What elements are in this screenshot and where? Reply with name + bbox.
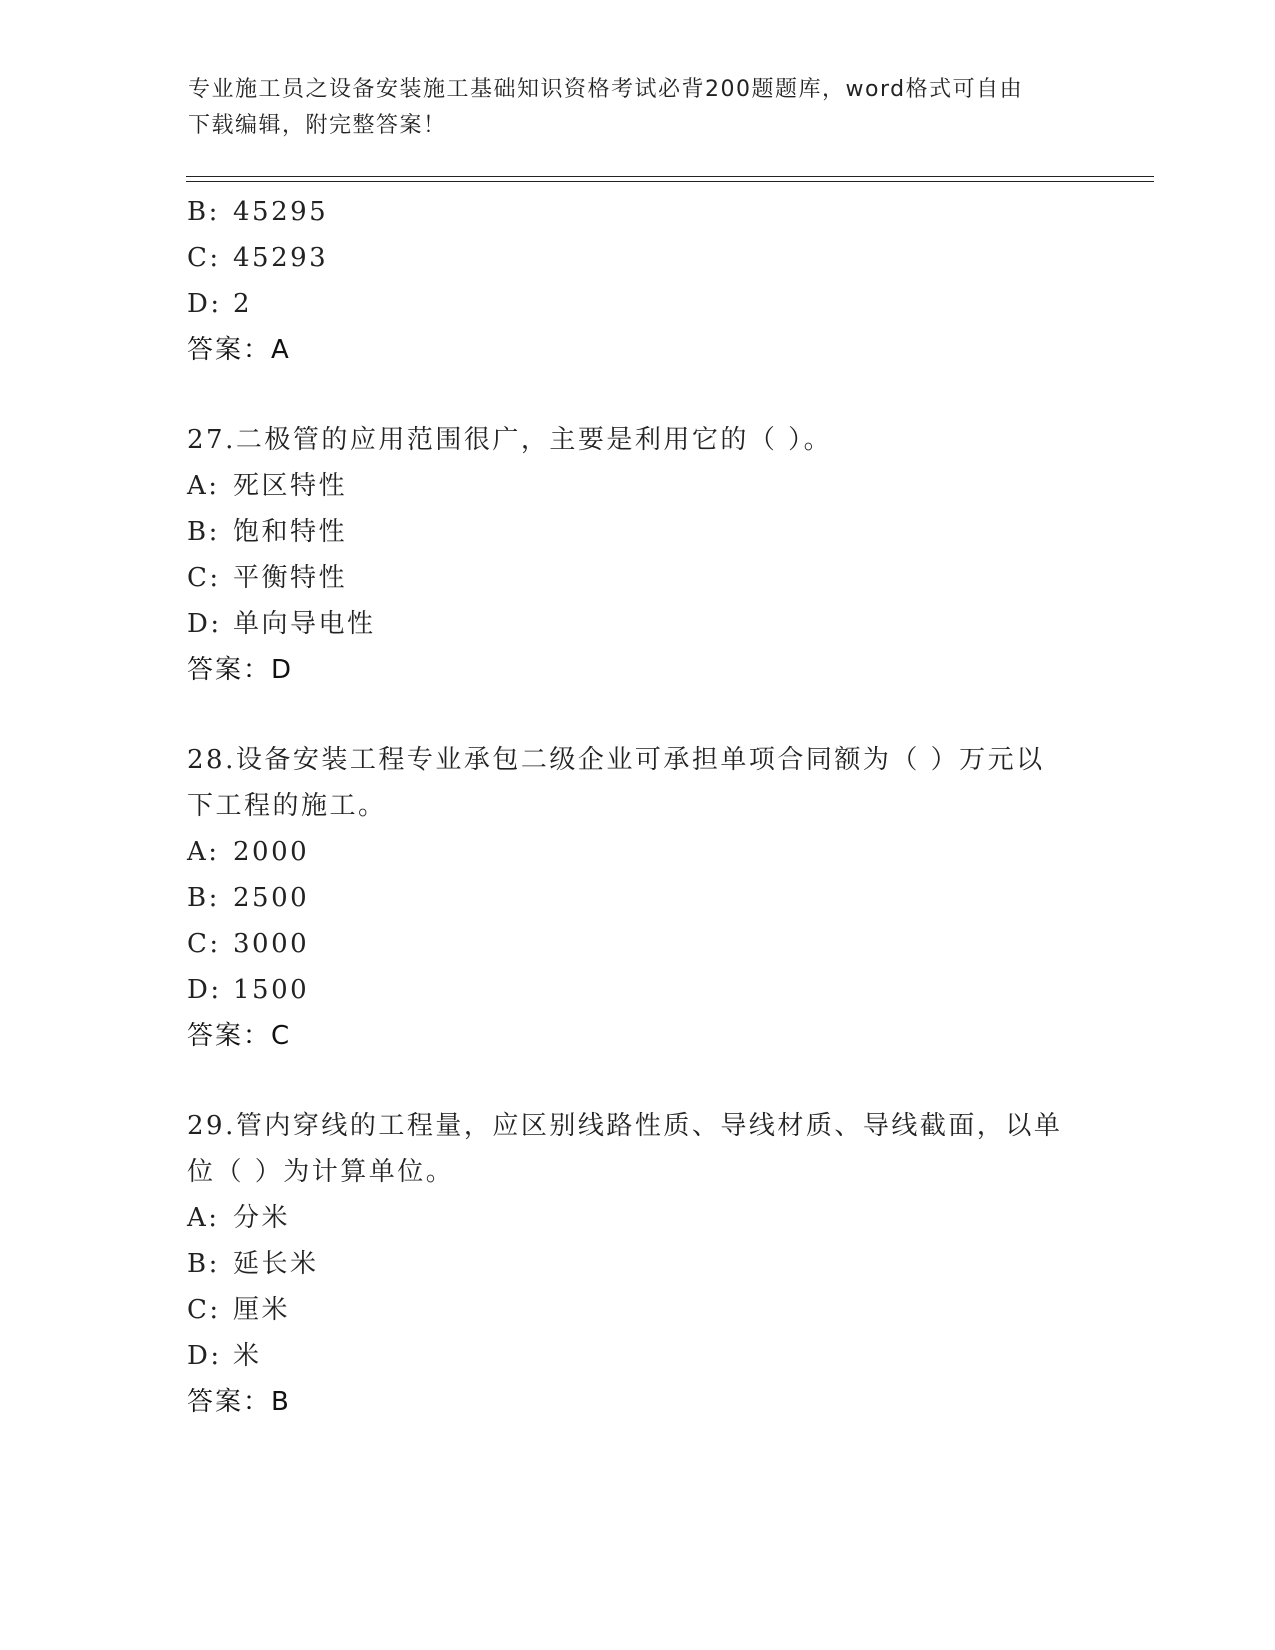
question-28 — [187, 737, 1087, 1059]
question-stem: 29.管内穿线的工程量，应区别线路性质、导线材质、导线截面，以单 — [187, 1111, 1063, 1141]
header-divider-bottom — [186, 181, 1154, 182]
option-c: C: 3000 — [187, 929, 310, 959]
answer-line: 答案：D — [187, 655, 294, 685]
option-b: B: 2500 — [187, 883, 310, 913]
option-c: C: 平衡特性 — [187, 563, 348, 593]
option-d: D: 1500 — [187, 975, 310, 1005]
answer-line: 答案：A — [187, 335, 291, 365]
option-d: D: 单向导电性 — [187, 609, 376, 639]
option-d: D: 2 — [187, 289, 253, 319]
question-27 — [187, 417, 1087, 693]
option-b: B: 延长米 — [187, 1249, 319, 1279]
question-stem: 28.设备安装工程专业承包二级企业可承担单项合同额为（ ）万元以 — [187, 745, 1045, 775]
answer-line: 答案：B — [187, 1387, 291, 1417]
question-29 — [187, 1103, 1087, 1425]
option-a: A: 2000 — [187, 837, 310, 867]
question-26-partial — [187, 189, 1087, 373]
header-line-2: 下载编辑，附完整答案！ — [188, 113, 447, 138]
option-a: A: 死区特性 — [187, 471, 348, 501]
header-line-1: 专业施工员之设备安装施工基础知识资格考试必背200题题库，word格式可自由 — [188, 77, 1024, 102]
option-b: B: 45295 — [187, 197, 329, 227]
option-c: C: 厘米 — [187, 1295, 291, 1325]
question-stem: 27.二极管的应用范围很广，主要是利用它的（ ）。 — [187, 425, 833, 455]
question-stem-cont: 位（ ）为计算单位。 — [187, 1157, 455, 1187]
header-divider-top — [186, 176, 1154, 177]
option-b: B: 饱和特性 — [187, 517, 348, 547]
option-c: C: 45293 — [187, 243, 329, 273]
answer-line: 答案：C — [187, 1021, 292, 1051]
question-stem-cont: 下工程的施工。 — [187, 791, 387, 821]
question-list — [187, 189, 1087, 1425]
page-header — [188, 72, 1088, 144]
option-a: A: 分米 — [187, 1203, 291, 1233]
option-d: D: 米 — [187, 1341, 262, 1371]
